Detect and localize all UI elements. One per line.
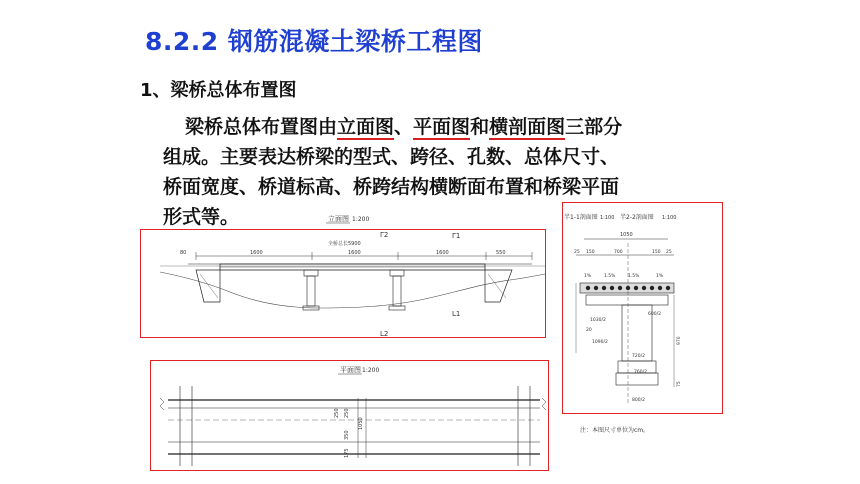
section-right-scale: 1:100 (662, 215, 677, 221)
elevation-scale: 1:200 (352, 216, 370, 223)
slope-mid-right: 1.5% (628, 274, 640, 279)
paragraph-line-3: 桥面宽度、桥道标高、桥跨结构横断面布置和桥梁平面 (163, 176, 620, 198)
section-dim-600: 600/2 (648, 312, 661, 317)
term-cross-section: 横剖面图 (489, 116, 566, 138)
section-dim-1030: 1030/2 (590, 318, 606, 323)
end-left-dim: 80 (180, 250, 187, 256)
plan-highlight-frame (150, 360, 549, 471)
plan-label: 平面图 (340, 366, 361, 374)
section-mark-2-top: Γ2 (380, 231, 389, 239)
paragraph-line-2: 组成。主要表达桥梁的型式、跨径、孔数、总体尺寸、 (163, 146, 620, 168)
section-dim-760: 760/2 (634, 370, 647, 375)
cross-section-highlight-frame (562, 202, 723, 414)
end-right-dim: 550 (496, 250, 506, 256)
plan-scale: 1:200 (362, 367, 380, 374)
section-heading: 1、梁桥总体布置图 (140, 80, 297, 101)
section-right-label: 半2-2剖面图 (620, 214, 654, 221)
slope-right: 1% (656, 274, 664, 279)
elevation-highlight-frame (140, 229, 546, 338)
section-dim-20: 20 (586, 328, 592, 333)
total-length-label: 全桥总长5900 (328, 241, 361, 247)
plan-dim-250b: 250 (334, 408, 340, 418)
plan-note: 注：本图尺寸单位为cm。 (580, 427, 650, 434)
term-plan: 平面图 (413, 116, 471, 138)
section-width-total: 1050 (620, 232, 633, 238)
section-dim-150a: 150 (586, 250, 595, 255)
section-dim-700: 700 (614, 250, 623, 255)
section-mark-1-top: Γ1 (452, 232, 461, 240)
span-mid-dim: 1600 (348, 250, 361, 256)
plan-dim-250a: 250 (344, 408, 350, 418)
paragraph-line-4: 形式等。 (163, 206, 240, 228)
section-dim-25b: 25 (666, 250, 672, 255)
section-left-label: 半1-1剖面图 (564, 214, 598, 221)
text-segment: 和 (470, 116, 490, 138)
section-mark-2-bottom: L2 (380, 330, 389, 338)
span-left-dim: 1600 (250, 250, 263, 256)
plan-dim-175: 175 (344, 448, 350, 458)
span-right-dim: 1600 (436, 250, 449, 256)
slope-mid-left: 1.5% (604, 274, 616, 279)
section-dim-75: 75 (677, 381, 682, 387)
section-dim-720: 720/2 (632, 354, 645, 359)
slope-left: 1% (584, 274, 592, 279)
plan-dim-350: 350 (344, 430, 350, 440)
text-segment: 梁桥总体布置图由 (185, 116, 338, 138)
term-elevation: 立面图 (337, 116, 395, 138)
paragraph-line-1 (163, 112, 703, 142)
section-left-scale: 1:100 (600, 215, 615, 221)
section-dim-150b: 150 (652, 250, 661, 255)
section-dim-970: 970 (677, 336, 682, 345)
text-segment: 、 (394, 116, 414, 138)
section-dim-25: 25 (574, 250, 580, 255)
section-dim-800: 800/2 (632, 398, 645, 403)
elevation-label: 立面图 (328, 215, 349, 223)
plan-dim-1050: 1050 (358, 417, 364, 430)
section-dim-1090: 1090/2 (592, 340, 608, 345)
page-title: 8.2.2 钢筋混凝土梁桥工程图 (145, 27, 483, 56)
section-mark-1-bottom: L1 (452, 310, 461, 318)
text-segment: 三部分 (565, 116, 623, 138)
